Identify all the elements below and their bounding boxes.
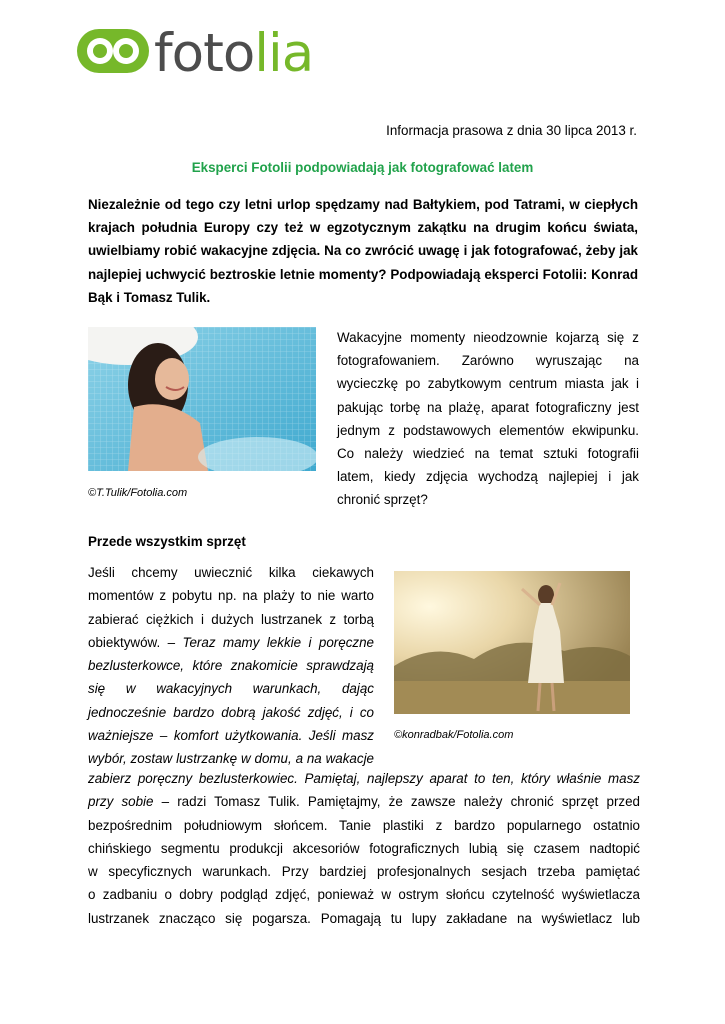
text-line: bezlusterkowce, które znakomicie sprawdzają — [88, 658, 374, 674]
text-line: wybór, zostaw lustrzankę w domu, a na wakacje — [88, 751, 374, 767]
fotolia-rings-icon — [76, 28, 150, 74]
fotolia-logo — [76, 18, 346, 88]
section-title: Przede wszystkim sprzęt — [88, 534, 246, 549]
text-line: zabierz poręczny bezlusterkowiec. Pamiętaj, najlepszy aparat to ten, który właśnie masz — [88, 771, 640, 786]
text-line: przy sobie – radzi Tomasz Tulik. Pamiętajmy, że zawsze należy chronić sprzęt przed — [88, 794, 641, 810]
fotolia-wordmark: fotolia — [154, 23, 314, 84]
photo1-caption: ©T.Tulik/Fotolia.com — [88, 487, 188, 499]
text-line: ważniejsze – komfort użytkowania. Jeśli masz — [88, 728, 374, 744]
text-line: o zadbaniu o dobry podgląd zdjęć, ponieważ w ostrym słońcu czytelność wyświetlacza — [88, 887, 640, 903]
woman-field-photo — [394, 571, 630, 714]
press-release-date: Informacja prasowa z dnia 30 lipca 2013 r. — [386, 123, 637, 138]
text-line: w specyficznych warunkach. Przy bardziej profesjonalnych sesjach trzeba pamiętać — [88, 864, 640, 880]
section-text-full — [88, 767, 640, 930]
text-line: chińskiego segmentu produkcji akcesoriów fotograficznych lubią się czasem nadtopić — [88, 840, 640, 856]
text-line: Jeśli chcemy uwiecznić kilka ciekawych — [88, 565, 374, 580]
text-line: się w wakacyjnych warunkach, dając — [88, 681, 374, 697]
text-line: zabierać ciężkich i dużych lustrzanek z torbą — [88, 611, 374, 627]
press-headline: Eksperci Fotolii podpowiadają jak fotografować latem — [191, 160, 534, 175]
text-line: jednocześnie bardzo dobrą jakość zdjęć, i co — [88, 704, 374, 720]
text-line: obiektywów. – Teraz mamy lekkie i poręczne — [88, 634, 374, 650]
woman-pool-photo — [88, 327, 316, 471]
text-line: momentów z pobytu np. na plaży to nie warto — [88, 588, 374, 604]
text-line: bezpośrednim południowym słońcem. Tanie plastiki z bardzo popularnego ostatnio — [88, 817, 640, 833]
section-text-left — [88, 561, 374, 771]
photo2-caption: ©konradbak/Fotolia.com — [394, 729, 514, 741]
lead-paragraph: Niezależnie od tego czy letni urlop spędzamy nad Bałtykiem, pod Tatrami, w ciepłych krajach południa Europy czy też w egzotycznym zakątku na drugim końcu świata, uwielbiamy robić wakacyjne zdjęcia. Na co zwrócić uwagę i jak fotografować, żeby jak najlepiej uchwycić beztroskie letnie momenty? Podpowiadają eksperci Fotolii: Konrad Bąk i Tomasz Tulik. — [88, 197, 638, 305]
text-line: lustrzanek znacząco się pogarsza. Pomagają tu lupy zakładane na wyświetlacz lub — [88, 910, 640, 926]
intro-paragraph: Wakacyjne momenty nieodzownie kojarzą się z fotografowaniem. Zarówno wyruszając na wycieczkę po zabytkowym centrum miasta jak i pakując torbę na plażę, aparat fotograficzny jest jednym z podstawowych elementów ekwipunku. Co należy wiedzieć na temat sztuki fotografii latem, kiedy zdjęcia wychodzą najlepiej i jak chronić sprzęt? — [337, 330, 639, 508]
